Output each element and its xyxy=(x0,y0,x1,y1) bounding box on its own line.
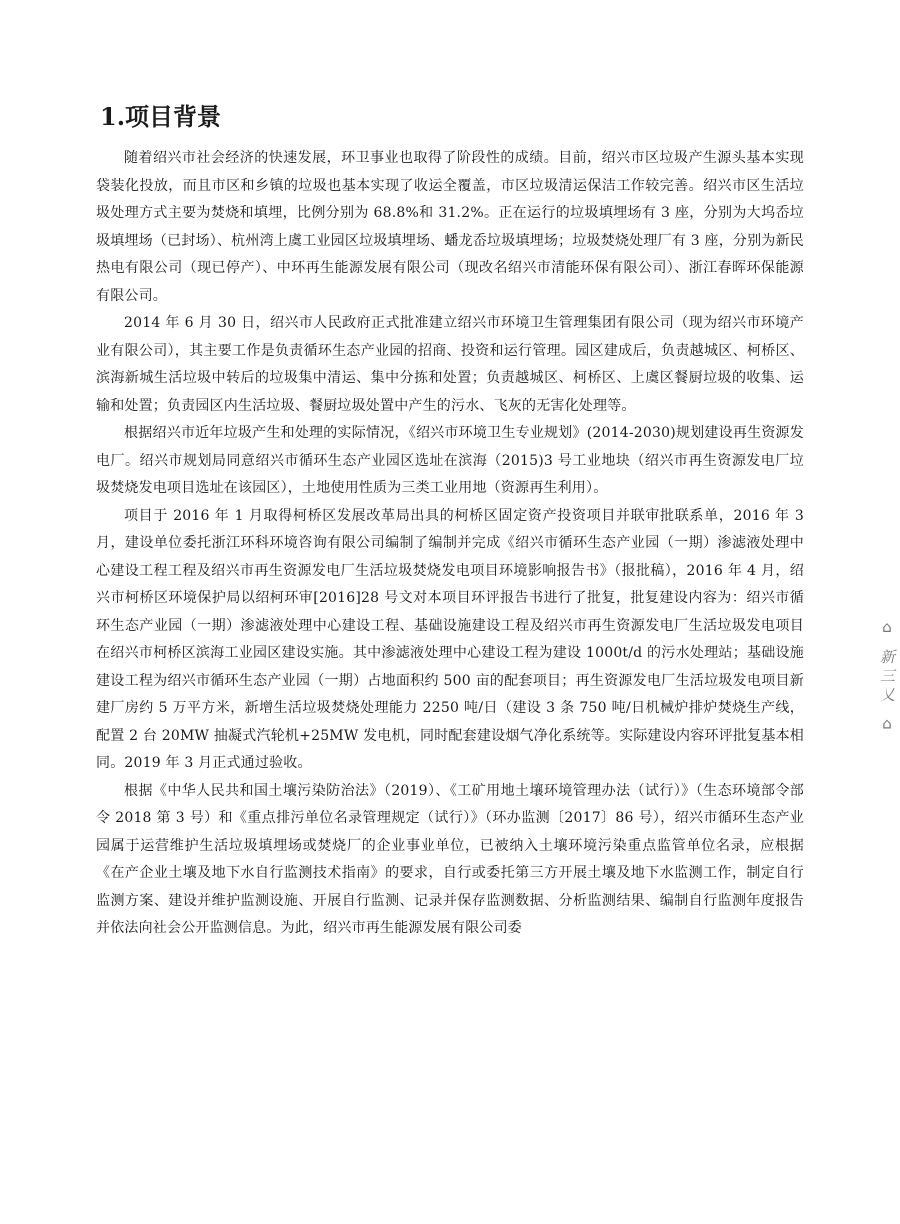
margin-seal-mark: ⌂ 新三乂 ⌂ xyxy=(878,618,896,737)
paragraph-5: 根据《中华人民共和国土壤污染防治法》（2019）、《工矿用地土壤环境管理办法（试行）》（生态环境部令部令 2018 第 3 号）和《重点排污单位名录管理规定（试行）》（环办监测〔2017〕86 号），绍兴市循环生态产业园属于运营维护生活垃圾填埋场或焚烧厂的企业事业单位，已被纳入土壤环境污染重点监管单位名录，应根据《在产企业土壤及地下水自行监测技术指南》的要求，自行或委托第三方开展土壤及地下水监测工作，制定自行监测方案、建设并维护监测设施、开展自行监测、记录并保存监测数据、分析监测结果、编制自行监测年度报告并依法向社会公开监测信息。为此，绍兴市再生能源发展有限公司委 xyxy=(96,782,804,936)
paragraph-3: 根据绍兴市近年垃圾产生和处理的实际情况，《绍兴市环境卫生专业规划》(2014-2030)规划建设再生资源发电厂。绍兴市规划局同意绍兴市循环生态产业园区选址在滨海（2015)3 号工业地块（绍兴市再生资源发电厂垃圾焚烧发电项目选址在该园区），土地使用性质为三类工业用地（资源再生利用）。 xyxy=(96,425,804,496)
body-text xyxy=(96,145,804,943)
paragraph-2: 2014 年 6 月 30 日，绍兴市人民政府正式批准建立绍兴市环境卫生管理集团有限公司（现为绍兴市环境产业有限公司），其主要工作是负责循环生态产业园的招商、投资和运行管理。园区建成后，负责越城区、柯桥区、滨海新城生活垃圾中转后的垃圾集中清运、集中分拣和处置；负责越城区、柯桥区、上虞区餐厨垃圾的收集、运输和处置；负责园区内生活垃圾、餐厨垃圾处置中产生的污水、飞灰的无害化处理等。 xyxy=(96,315,804,414)
section-heading: 1.项目背景 xyxy=(100,102,222,131)
paragraph-1: 随着绍兴市社会经济的快速发展，环卫事业也取得了阶段性的成绩。目前，绍兴市区垃圾产生源头基本实现袋装化投放，而且市区和乡镇的垃圾也基本实现了收运全覆盖，市区垃圾清运保洁工作较完善。绍兴市区生活垃圾处理方式主要为焚烧和填埋，比例分别为 68.8%和 31.2%。正在运行的垃圾填埋场有 3 座，分别为大坞岙垃圾填埋场（已封场）、杭州湾上虞工业园区垃圾填埋场、蟠龙岙垃圾填埋场；垃圾焚烧处理厂有 3 座，分别为新民热电有限公司（现已停产）、中环再生能源发展有限公司（现改名绍兴市清能环保有限公司）、浙江春晖环保能源有限公司。 xyxy=(96,150,804,304)
paragraph-4: 项目于 2016 年 1 月取得柯桥区发展改革局出具的柯桥区固定资产投资项目并联审批联系单，2016 年 3 月，建设单位委托浙江环科环境咨询有限公司编制了编制并完成《绍兴市循环生态产业园（一期）渗滤液处理中心建设工程工程及绍兴市再生资源发电厂生活垃圾焚烧发电项目环境影响报告书》（报批稿），2016 年 4 月，绍兴市柯桥区环境保护局以绍柯环审[2016]28 号文对本项目环评报告书进行了批复，批复建设内容为：绍兴市循环生态产业园（一期）渗滤液处理中心建设工程、基础设施建设工程及绍兴市再生资源发电厂生活垃圾发电项目在绍兴市柯桥区滨海工业园区建设实施。其中渗滤液处理中心建设工程为建设 1000t/d 的污水处理站；基础设施建设工程为绍兴市循环生态产业园（一期）占地面积约 500 亩的配套项目；再生资源发电厂生活垃圾发电项目新建厂房约 5 万平方米，新增生活垃圾焚烧处理能力 2250 吨/日（建设 3 条 750 吨/日机械炉排炉焚烧生产线，配置 2 台 20MW 抽凝式汽轮机+25MW 发电机，同时配套建设烟气净化系统等。实际建设内容环评批复基本相同。2019 年 3 月正式通过验收。 xyxy=(96,507,804,771)
